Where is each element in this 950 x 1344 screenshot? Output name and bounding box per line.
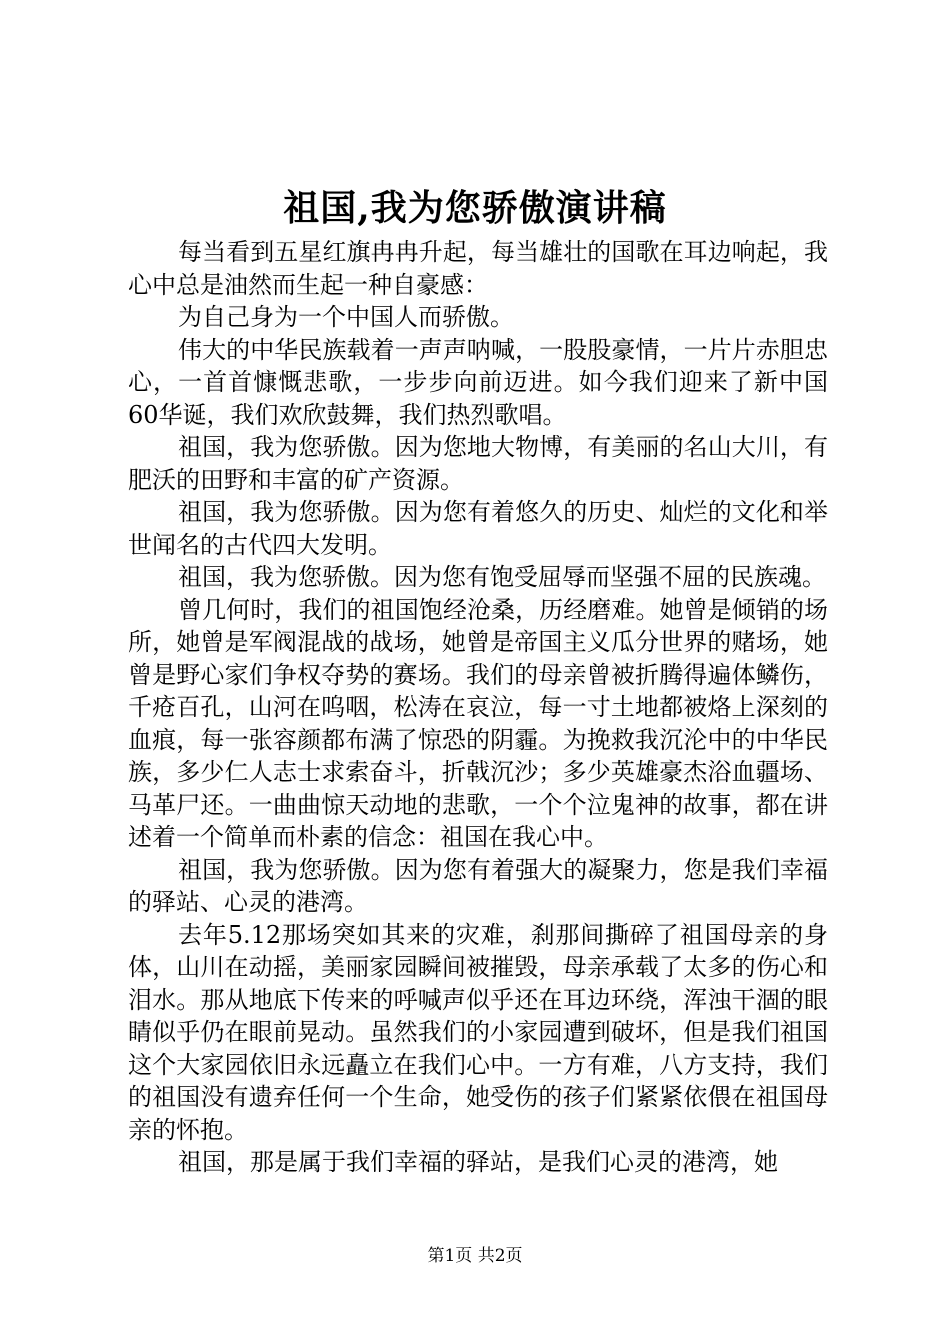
document-title: 祖国,我为您骄傲演讲稿: [283, 187, 667, 229]
paragraph-6: 祖国，我为您骄傲。因为您有饱受屈辱而坚强不屈的民族魂。: [178, 563, 826, 591]
document-body: [128, 236, 828, 1179]
paragraph-1: 每当看到五星红旗冉冉升起，每当雄壮的国歌在耳边响起，我心中总是油然而生起一种自豪感：: [128, 238, 828, 299]
paragraph-3: 伟大的中华民族载着一声声呐喊，一股股豪情，一片片赤胆忠心，一首首慷慨悲歌，一步步向前迈进。如今我们迎来了新中国60华诞，我们欢欣鼓舞，我们热烈歌唱。: [128, 335, 828, 429]
paragraph-5: 祖国，我为您骄傲。因为您有着悠久的历史、灿烂的文化和举世闻名的古代四大发明。: [128, 498, 828, 559]
paragraph-10: 祖国，那是属于我们幸福的驿站，是我们心灵的港湾，她: [178, 1148, 778, 1176]
paragraph-4: 祖国，我为您骄傲。因为您地大物博，有美丽的名山大川，有肥沃的田野和丰富的矿产资源。: [128, 433, 828, 494]
page-number-footer: 第1页 共2页: [427, 1246, 523, 1266]
paragraph-2: 为自己身为一个中国人而骄傲。: [178, 303, 514, 331]
paragraph-7: 曾几何时，我们的祖国饱经沧桑，历经磨难。她曾是倾销的场所，她曾是军阀混战的战场，她曾是帝国主义瓜分世界的赌场，她曾是野心家们争权夺势的赛场。我们的母亲曾被折腾得遍体鳞伤，千疮百孔，山河在呜咽，松涛在哀泣，每一寸土地都被烙上深刻的血痕，每一张容颜都布满了惊恐的阴霾。为挽救我沉沦中的中华民族，多少仁人志士求索奋斗，折戟沉沙；多少英雄豪杰浴血疆场、马革尸还。一曲曲惊天动地的悲歌，一个个泣鬼神的故事，都在讲述着一个简单而朴素的信念：祖国在我心中。: [128, 595, 828, 851]
paragraph-9: 去年5.12那场突如其来的灾难，刹那间撕碎了祖国母亲的身体，山川在动摇，美丽家园瞬间被摧毁，母亲承载了太多的伤心和泪水。那从地底下传来的呼喊声似乎还在耳边环绕，浑浊干涸的眼睛似乎仍在眼前晃动。虽然我们的小家园遭到破坏，但是我们祖国这个大家园依旧永远矗立在我们心中。一方有难，八方支持，我们的祖国没有遗弃任何一个生命，她受伤的孩子们紧紧依偎在祖国母亲的怀抱。: [128, 920, 828, 1144]
paragraph-8: 祖国，我为您骄傲。因为您有着强大的凝聚力，您是我们幸福的驿站、心灵的港湾。: [128, 855, 828, 916]
